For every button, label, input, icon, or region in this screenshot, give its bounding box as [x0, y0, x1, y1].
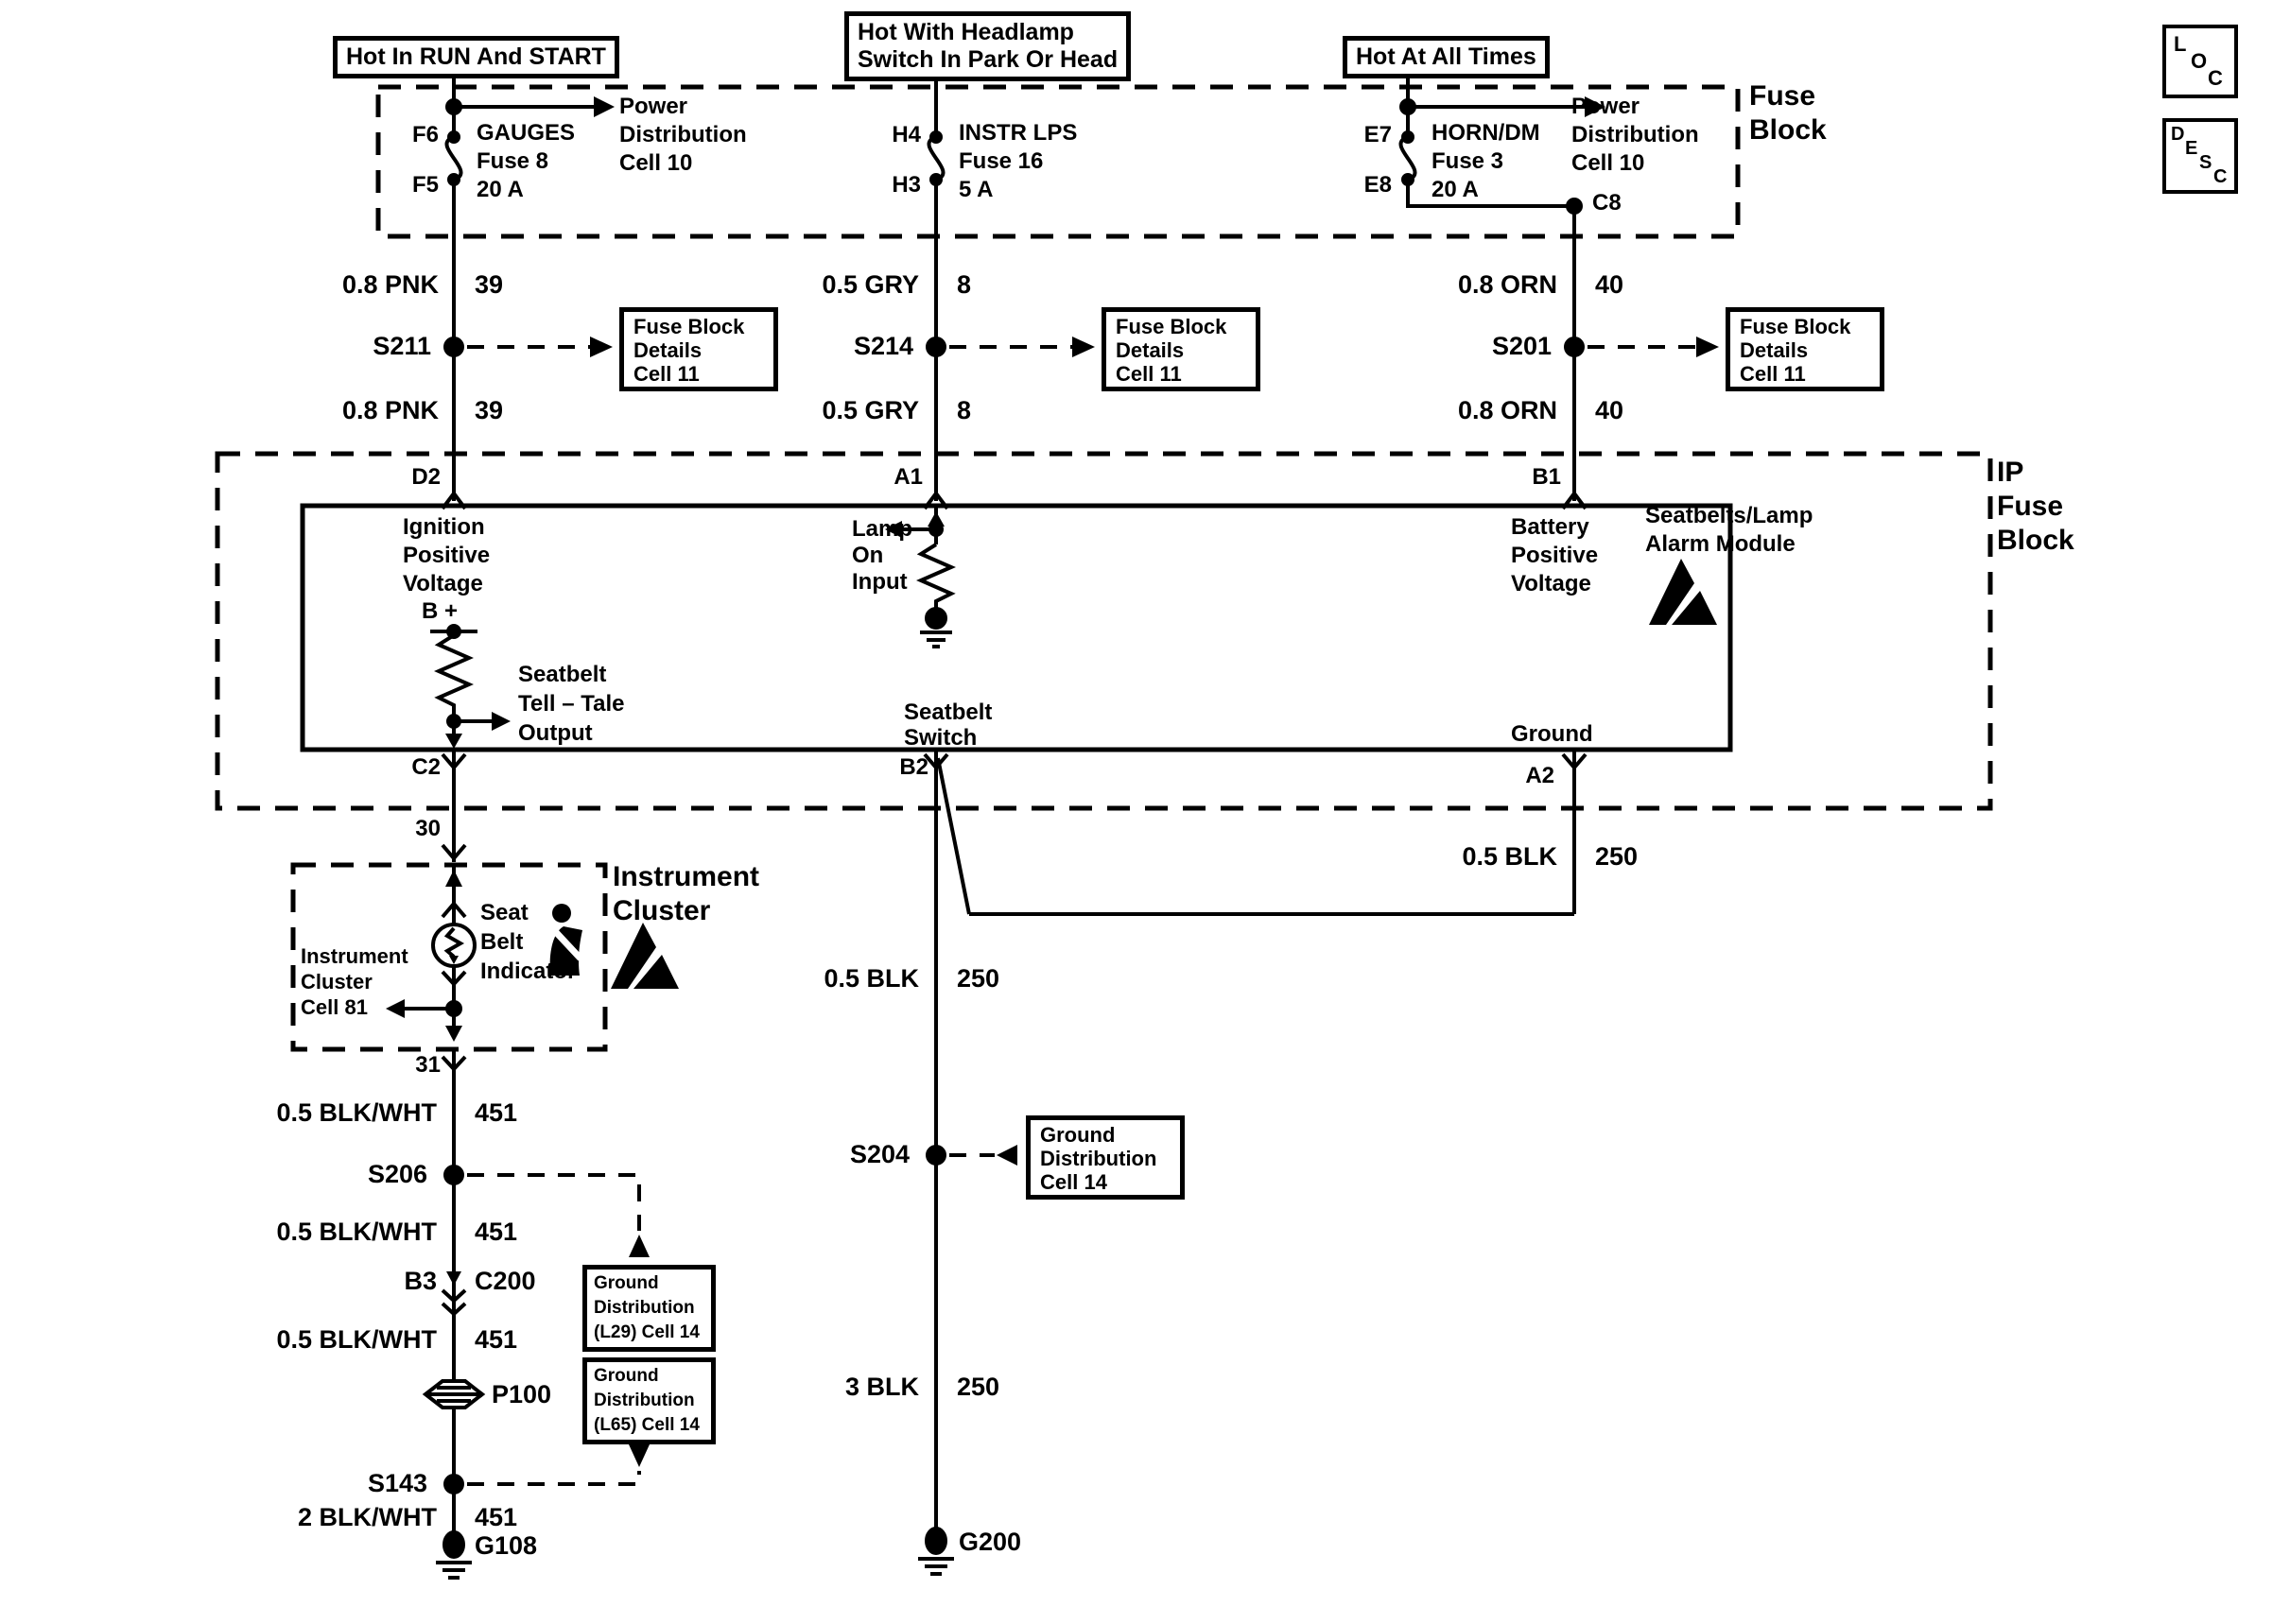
- ground-g200-label: G200: [959, 1528, 1022, 1556]
- desc-button[interactable]: [2162, 118, 2238, 194]
- pin-f6: F6: [411, 122, 439, 147]
- ip-fuse-block-label: IP Fuse Block: [1997, 457, 2074, 556]
- fuse-details-ref: Fuse Block Details Cell 11: [1102, 307, 1260, 391]
- loc-letter: L: [2174, 32, 2187, 56]
- pin-d2: D2: [411, 464, 441, 490]
- splice-s204: [928, 1145, 1017, 1166]
- splice-s214: [928, 337, 1095, 357]
- power-source-headlamp: Hot With Headlamp Switch In Park Or Head: [844, 11, 1131, 81]
- power-distribution-ref: Power Distribution Cell 10: [1571, 94, 1699, 176]
- splice-s214-label: S214: [853, 332, 913, 360]
- wire-label: 0.5 BLK: [824, 964, 919, 993]
- pin-e7: E7: [1363, 122, 1392, 147]
- esd-icon: [1649, 559, 1717, 625]
- wire-label: 0.8 PNK: [341, 396, 439, 424]
- splice-s211-label: S211: [373, 332, 431, 360]
- splice-s206-label: S206: [367, 1160, 427, 1188]
- wire-circuit: 8: [957, 270, 972, 299]
- fuse-details-ref: Fuse Block Details Cell 11: [619, 307, 778, 391]
- wire-label: 0.5 GRY: [822, 396, 919, 424]
- wire-circuit: 451: [475, 1098, 518, 1127]
- fuse-instr-label: INSTR LPS Fuse 16 5 A: [959, 120, 1078, 202]
- alarm-module-label: Seatbelts/Lamp Alarm Module: [1645, 503, 1813, 557]
- power-source-run-start: Hot In RUN And START: [333, 36, 619, 78]
- pin-f5: F5: [411, 172, 439, 198]
- power-source-all-times: Hot At All Times: [1343, 36, 1550, 78]
- ground-g108-label: G108: [475, 1531, 538, 1560]
- wire-label: 0.5 GRY: [822, 270, 919, 299]
- connector-c200-label: C200: [475, 1267, 536, 1295]
- ignition-positive-voltage-label: Ignition Positive Voltage: [403, 514, 491, 596]
- wire-circuit: 40: [1595, 270, 1624, 299]
- wire-label: 0.5 BLK/WHT: [276, 1098, 437, 1127]
- pin-30: 30: [415, 816, 441, 841]
- fuse-details-ref: Fuse Block Details Cell 11: [1726, 307, 1884, 391]
- lamp-on-input-label: Lamp On Input: [852, 516, 913, 595]
- grommet-p100-label: P100: [492, 1380, 552, 1408]
- battery-positive-voltage-label: Battery Positive Voltage: [1511, 514, 1599, 596]
- pin-c8: C8: [1592, 190, 1622, 216]
- wire-label: 0.8 PNK: [341, 270, 439, 299]
- wire-circuit: 451: [475, 1503, 518, 1531]
- wire-circuit: 250: [1595, 842, 1639, 871]
- fuse-gauges-label: GAUGES Fuse 8 20 A: [477, 120, 576, 202]
- ground-symbol-g200: [918, 1529, 954, 1574]
- pin-31: 31: [415, 1052, 441, 1078]
- desc-letter: C: [2213, 166, 2228, 187]
- ground-symbol-g108: [436, 1532, 472, 1578]
- wire-label: 0.8 ORN: [1457, 396, 1557, 424]
- ground-dist-l65-ref: Ground Distribution (L65) Cell 14: [582, 1357, 716, 1444]
- desc-letter: S: [2199, 152, 2212, 173]
- loc-letter: O: [2191, 49, 2208, 73]
- pin-a2: A2: [1525, 763, 1554, 788]
- desc-letter: D: [2171, 124, 2185, 145]
- instrument-cluster-ref: Instrument Cluster Cell 81: [301, 944, 408, 1019]
- splice-s143: [445, 1444, 650, 1493]
- telltale-output-label: Seatbelt Tell – Tale Output: [518, 662, 625, 746]
- pin-b3: B3: [404, 1267, 437, 1295]
- instrument-cluster-label: Instrument Cluster: [613, 861, 760, 926]
- splice-s201-label: S201: [1491, 332, 1552, 360]
- wire-circuit: 451: [475, 1218, 518, 1246]
- seat-belt-indicator-label: Seat Belt Indicator: [480, 900, 577, 984]
- p100-grommet-symbol: [425, 1381, 482, 1408]
- wire-circuit: 40: [1595, 396, 1624, 424]
- splice-s204-label: S204: [849, 1140, 910, 1168]
- pin-b2: B2: [899, 754, 928, 780]
- seatbelt-switch-label: Seatbelt Switch: [904, 700, 993, 751]
- pin-b1: B1: [1532, 464, 1561, 490]
- pin-h4: H4: [892, 122, 921, 147]
- esd-icon: [611, 923, 679, 989]
- ground-dist-l29-ref: Ground Distribution (L29) Cell 14: [582, 1265, 716, 1352]
- b-plus-label: B +: [422, 598, 459, 624]
- wire-circuit: 250: [957, 964, 1000, 993]
- wire-circuit: 451: [475, 1325, 518, 1354]
- wire-label: 0.5 BLK: [1462, 842, 1557, 871]
- loc-button[interactable]: [2162, 25, 2238, 98]
- pin-a1: A1: [894, 464, 923, 490]
- wire-circuit: 39: [475, 396, 504, 424]
- wire-label: 0.5 BLK/WHT: [276, 1218, 437, 1246]
- splice-s211: [445, 337, 613, 357]
- telltale-resistor: [430, 626, 511, 749]
- ground-label: Ground: [1511, 721, 1593, 747]
- wire-label: 0.5 BLK/WHT: [276, 1325, 437, 1354]
- fuse-block-label: Fuse Block: [1749, 80, 1827, 146]
- desc-letter: E: [2185, 138, 2198, 159]
- fuse-horn-label: HORN/DM Fuse 3 20 A: [1431, 120, 1540, 202]
- loc-letter: C: [2208, 66, 2223, 90]
- wire-circuit: 39: [475, 270, 504, 299]
- ground-dist-ref: Ground Distribution Cell 14: [1026, 1115, 1185, 1200]
- pin-e8: E8: [1363, 172, 1392, 198]
- pin-c2: C2: [411, 754, 441, 780]
- wire-label: 3 BLK: [844, 1373, 919, 1401]
- wire-circuit: 250: [957, 1373, 1000, 1401]
- splice-s143-label: S143: [367, 1469, 427, 1497]
- pin-h3: H3: [892, 172, 921, 198]
- wire-label: 0.8 ORN: [1457, 270, 1557, 299]
- power-distribution-ref: Power Distribution Cell 10: [619, 94, 747, 176]
- wire-label: 2 BLK/WHT: [298, 1503, 437, 1531]
- wire-circuit: 8: [957, 396, 972, 424]
- splice-s201: [1566, 337, 1719, 357]
